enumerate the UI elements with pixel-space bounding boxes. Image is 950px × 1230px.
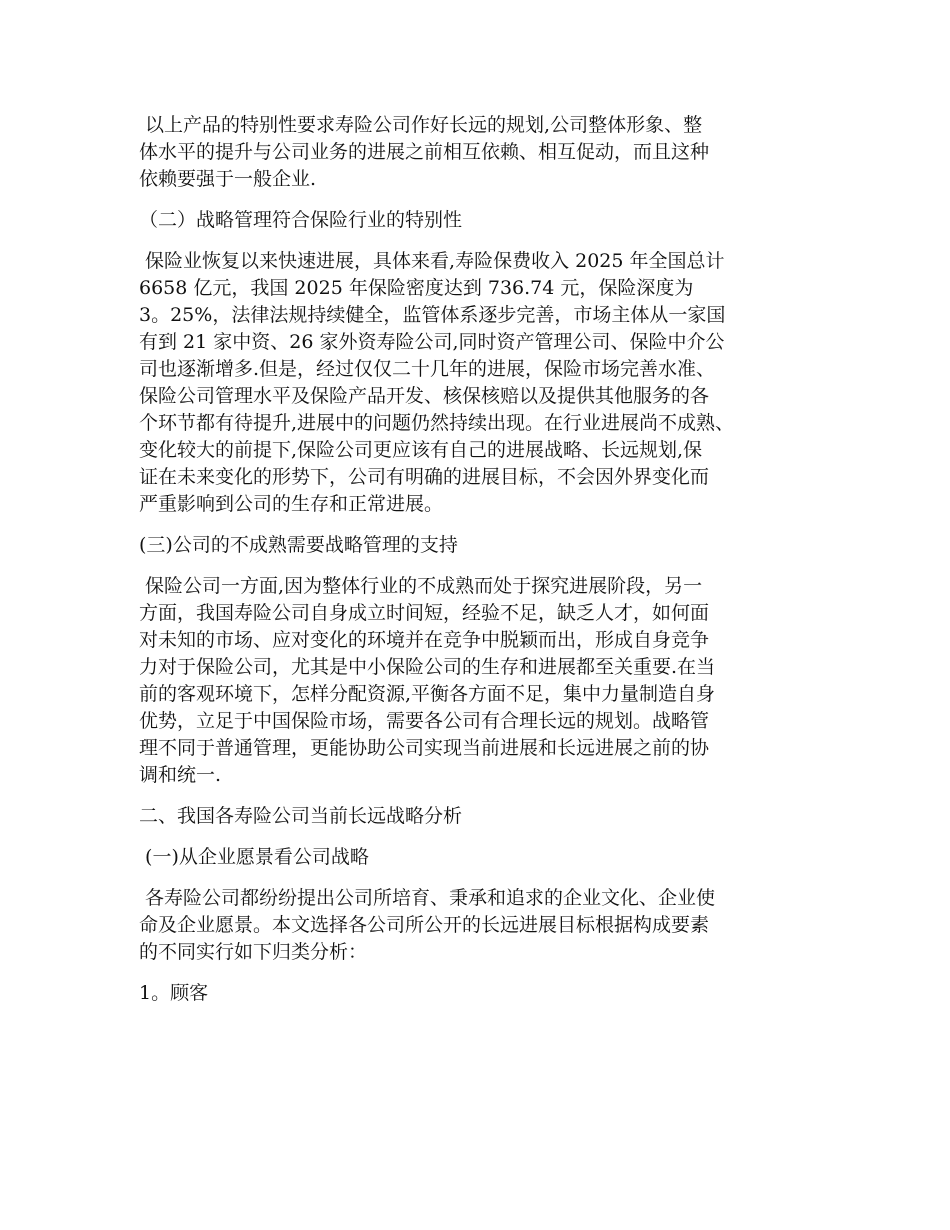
item-heading-customer: 1。顾客 [139,982,209,1004]
text-line: 各寿险公司都纷纷提出公司所培育、秉承和追求的企业文化、企业使 [139,887,716,909]
text-line: 3。25%，法律法规持续健全，监管体系逐步完善，市场主体从一家国 [139,304,726,326]
text-line: 有到 21 家中资、26 家外资寿险公司,同时资产管理公司、保险中介公 [139,331,725,353]
text-line: 优势，立足于中国保险市场，需要各公司有合理长远的规划。战略管 [139,710,710,732]
chapter-heading-2: 二、我国各寿险公司当前长远战略分析 [139,805,463,827]
text-line: 以上产品的特别性要求寿险公司作好长远的规划,公司整体形象、整 [139,114,703,136]
section-heading-3: (三)公司的不成熟需要战略管理的支持 [139,534,458,556]
text-line: 司也逐渐增多.但是，经过仅仅二十几年的进展，保险市场完善水准、 [139,358,716,380]
text-line: 保险业恢复以来快速进展，具体来看,寿险保费收入 2025 年全国总计 [139,250,725,272]
text-line: 证在未来变化的形势下，公司有明确的进展目标，不会因外界变化而 [139,466,710,488]
text-line: 方面，我国寿险公司自身成立时间短，经验不足，缺乏人才，如何面 [139,602,710,624]
section-heading-2: （二）战略管理符合保险行业的特别性 [139,209,463,231]
text-line: 严重影响到公司的生存和正常进展。 [139,493,444,515]
text-line: 变化较大的前提下,保险公司更应该有自己的进展战略、长远规划,保 [139,439,703,461]
text-line: 力对于保险公司，尤其是中小保险公司的生存和进展都至关重要.在当 [139,656,716,678]
paragraph-industry-development [139,248,820,518]
paragraph-vision-analysis [139,885,820,966]
text-line: 6658 亿元，我国 2025 年保险密度达到 736.74 元，保险深度为 [139,277,694,299]
text-line: 调和统一. [139,764,222,786]
text-line: 依赖要强于一般企业. [139,168,317,190]
paragraph-product-specificity [139,112,820,193]
text-line: 保险公司一方面,因为整体行业的不成熟而处于探究进展阶段，另一 [139,575,703,597]
text-line: 对未知的市场、应对变化的环境并在竞争中脱颖而出，形成自身竞争 [139,629,710,651]
text-line: 体水平的提升与公司业务的进展之前相互依赖、相互促动，而且这种 [139,141,710,163]
text-line: 命及企业愿景。本文选择各公司所公开的长远进展目标根据构成要素 [139,914,710,936]
text-line: 的不同实行如下归类分析： [139,941,368,963]
paragraph-company-immaturity [139,573,820,789]
text-line: 保险公司管理水平及保险产品开发、核保核赔以及提供其他服务的各 [139,385,710,407]
text-line: 个环节都有待提升,进展中的问题仍然持续出现。在行业进展尚不成熟、 [139,412,735,434]
section-heading-vision: (一)从企业愿景看公司战略 [139,846,369,868]
text-line: 理不同于普通管理，更能协助公司实现当前进展和长远进展之前的协 [139,737,710,759]
text-line: 前的客观环境下，怎样分配资源,平衡各方面不足，集中力量制造自身 [139,683,716,705]
